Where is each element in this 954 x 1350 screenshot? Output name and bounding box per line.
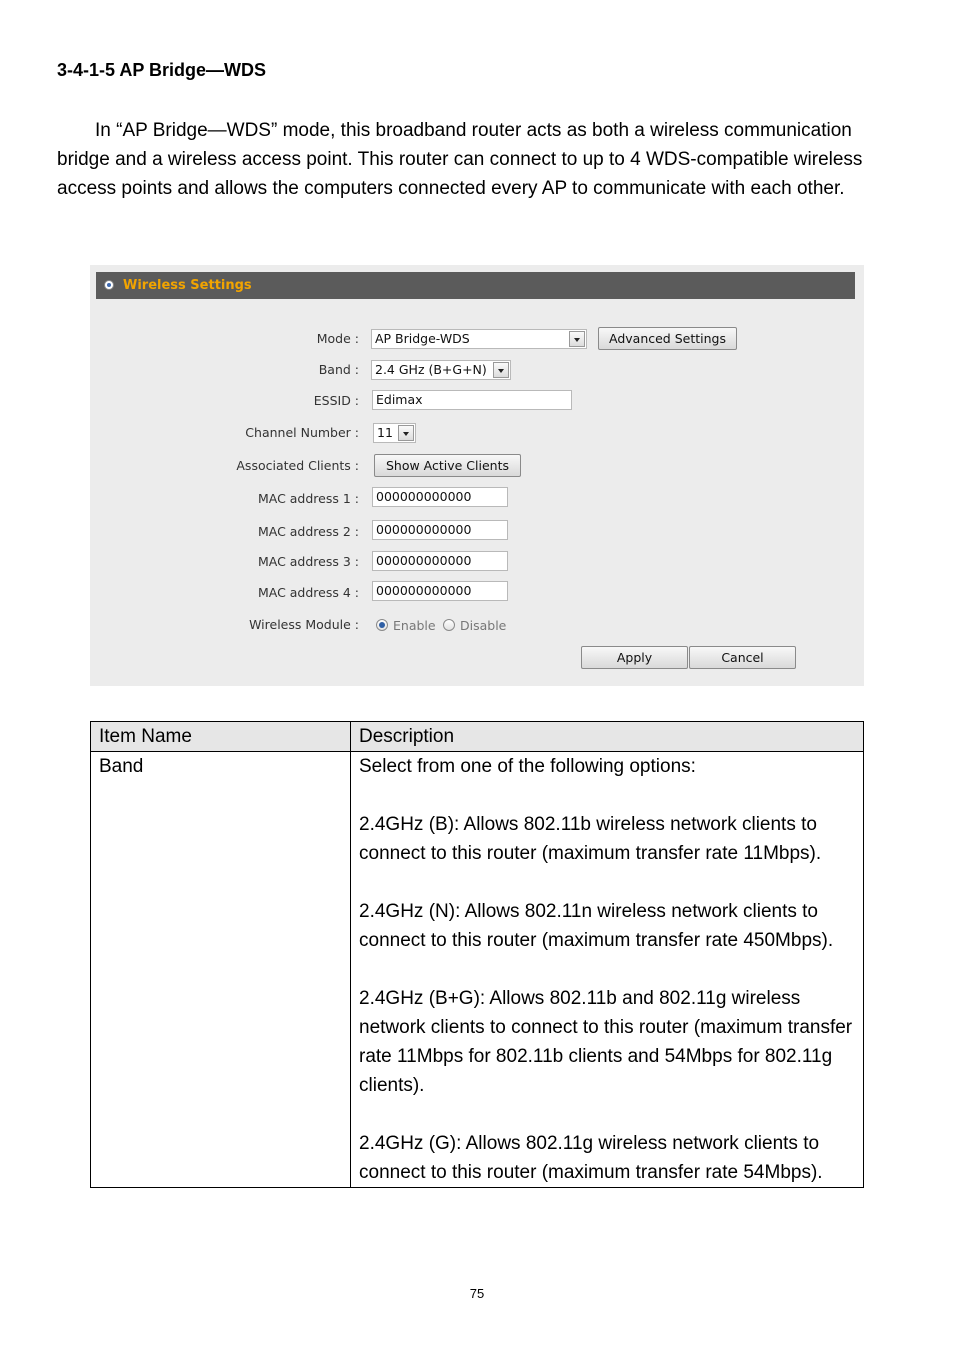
show-active-clients-button[interactable]: Show Active Clients [374, 454, 521, 477]
intro-text: In “AP Bridge—WDS” mode, this broadband router acts as both a wireless communication bridge and a wireless access point. This router can connect to up to 4 WDS-compatible wireless access points and allows the computers connected every AP to communicate with each other. [57, 120, 863, 199]
chevron-down-icon [398, 425, 414, 441]
page-number: 75 [469, 1286, 485, 1301]
mode-label: Mode : [316, 331, 359, 346]
row-item-name: Band [91, 752, 351, 1188]
disable-radio[interactable] [443, 619, 455, 631]
header-item-name: Item Name [91, 722, 351, 752]
mac-address-3-input[interactable]: 000000000000 [372, 551, 508, 571]
intro-paragraph [57, 116, 887, 203]
apply-button[interactable]: Apply [581, 646, 688, 669]
mac-address-4-label: MAC address 4 : [257, 585, 359, 600]
chevron-down-icon [569, 331, 585, 347]
section-heading: 3-4-1-5 AP Bridge—WDS [57, 60, 267, 80]
mac-address-2-input[interactable]: 000000000000 [372, 520, 508, 540]
header-description: Description [351, 722, 864, 752]
mac-address-1-label: MAC address 1 : [257, 491, 359, 506]
band-value: 2.4 GHz (B+G+N) [375, 362, 487, 377]
enable-label: Enable [393, 618, 436, 633]
mode-value: AP Bridge-WDS [375, 331, 470, 346]
chevron-down-icon [493, 362, 509, 378]
panel-title-bar [96, 272, 855, 299]
desc-option-b: 2.4GHz (B): Allows 802.11b wireless network clients to connect to this router (maximum transfer rate 11Mbps). [359, 814, 822, 864]
table-header-row [91, 722, 864, 752]
desc-option-bg: 2.4GHz (B+G): Allows 802.11b and 802.11g wireless network clients to connect to this router (maximum transfer rate 11Mbps for 802.11b clients and 54Mbps for 802.11g clients). [359, 988, 853, 1096]
bullet-icon [104, 280, 114, 290]
enable-radio[interactable] [376, 619, 388, 631]
essid-input[interactable]: Edimax [372, 390, 572, 410]
row-description [351, 752, 864, 1188]
disable-label: Disable [460, 618, 507, 633]
panel-title: Wireless Settings [123, 278, 252, 293]
advanced-settings-button[interactable]: Advanced Settings [598, 327, 737, 350]
desc-intro: Select from one of the following options: [359, 756, 696, 777]
essid-label: ESSID : [313, 393, 359, 408]
channel-label: Channel Number : [245, 425, 359, 440]
mac-address-4-input[interactable]: 000000000000 [372, 581, 508, 601]
desc-option-n: 2.4GHz (N): Allows 802.11n wireless network clients to connect to this router (maximum transfer rate 450Mbps). [359, 901, 834, 951]
channel-select[interactable] [373, 423, 416, 443]
associated-clients-label: Associated Clients : [236, 458, 359, 473]
mode-select[interactable] [371, 329, 587, 349]
table-row [91, 752, 864, 1188]
band-select[interactable] [371, 360, 511, 380]
desc-option-g: 2.4GHz (G): Allows 802.11g wireless network clients to connect to this router (maximum transfer rate 54Mbps). [359, 1133, 823, 1183]
channel-value: 11 [377, 425, 393, 440]
cancel-button[interactable]: Cancel [689, 646, 796, 669]
mac-address-1-input[interactable]: 000000000000 [372, 487, 508, 507]
mac-address-3-label: MAC address 3 : [257, 554, 359, 569]
description-table [90, 721, 864, 1188]
wireless-settings-panel [90, 265, 864, 686]
wireless-module-label: Wireless Module : [249, 617, 359, 632]
mac-address-2-label: MAC address 2 : [257, 524, 359, 539]
band-label: Band : [318, 362, 359, 377]
